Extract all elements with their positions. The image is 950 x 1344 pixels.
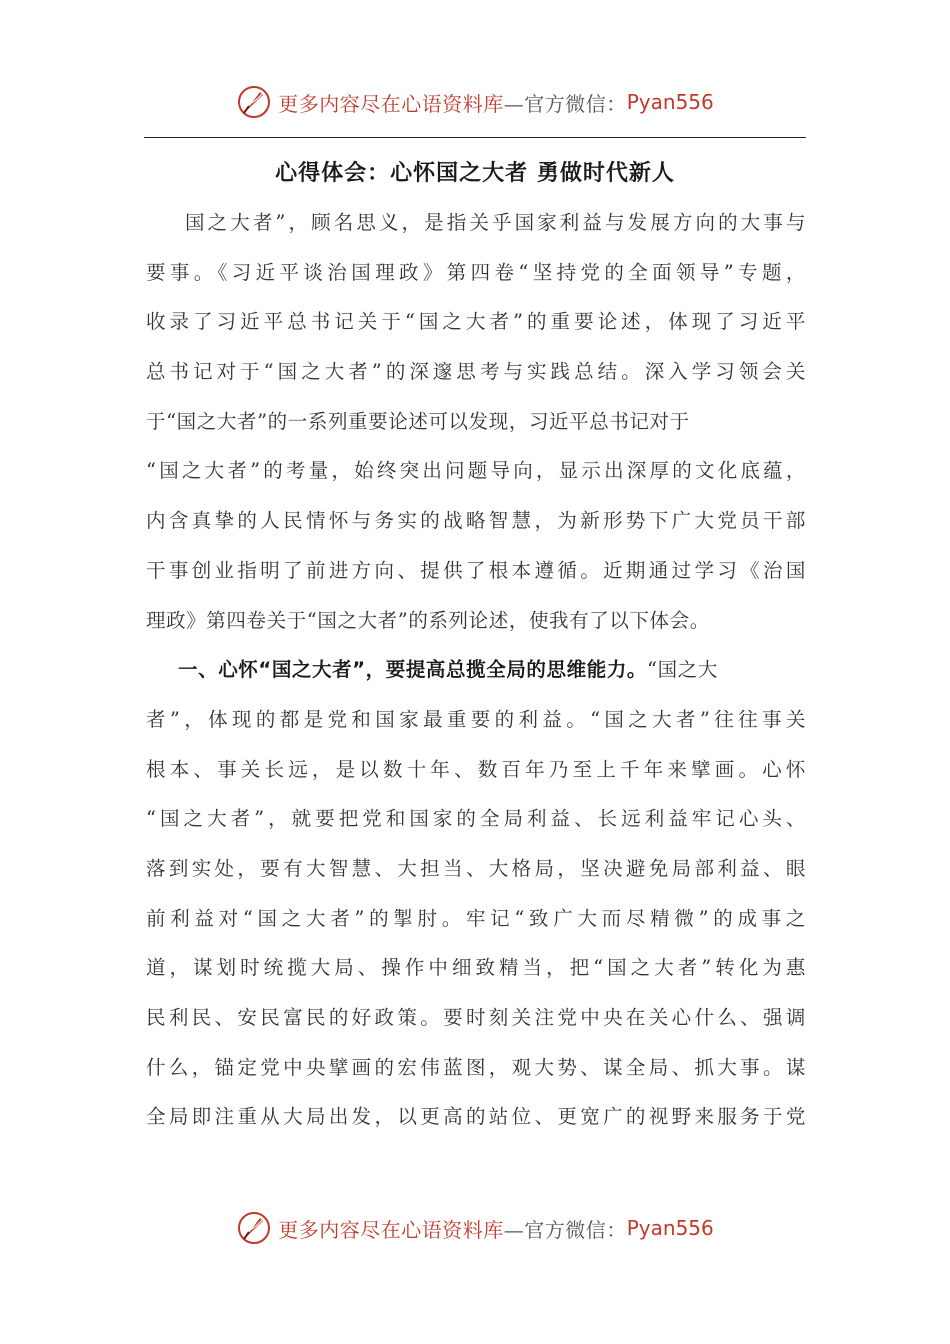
banner-text-wechat: —官方微信： — [503, 91, 627, 116]
body-line: 道，谋划时统揽大局、操作中细致精当，把“国之大者”转化为惠 — [146, 956, 806, 980]
banner-wechat-id: Pyan556 — [626, 90, 714, 114]
banner-wechat-id: Pyan556 — [626, 1216, 714, 1240]
body-line: 前利益对“国之大者”的掣肘。牢记“致广大而尽精微”的成事之 — [146, 906, 806, 930]
body-line: 理政》第四卷关于“国之大者”的系列论述，使我有了以下体会。 — [146, 608, 710, 632]
body-line: 什么，锚定党中央擘画的宏伟蓝图，观大势、谋全局、抓大事。谋 — [146, 1055, 806, 1079]
header-divider — [144, 137, 806, 138]
quill-pen-logo-icon — [236, 84, 272, 120]
section-heading-line — [146, 645, 806, 695]
body-line: 干事创业指明了前进方向、提供了根本遵循。近期通过学习《治国 — [146, 558, 806, 582]
body-line: 国之大者”，顾名思义，是指关乎国家利益与发展方向的大事与 — [185, 211, 806, 234]
quill-pen-logo-icon — [236, 1210, 272, 1246]
body-line: 于“国之大者”的一系列重要论述可以发现，习近平总书记对于 — [146, 409, 690, 433]
body-line: “国之大者”，就要把党和国家的全局利益、长远利益牢记心头、 — [146, 807, 806, 831]
body-line: 落到实处，要有大智慧、大担当、大格局，坚决避免局部利益、眼 — [146, 856, 806, 880]
banner-text-main: 更多内容尽在心语资料库 — [278, 1217, 504, 1242]
body-line: 内含真挚的人民情怀与务实的战略智慧，为新形势下广大党员干部 — [146, 509, 806, 533]
body-line: 根本、事关长远，是以数十年、数百年乃至上千年来擘画。心怀 — [146, 757, 806, 781]
section-heading-tail: “国之大 — [647, 658, 718, 682]
header-banner — [0, 82, 950, 122]
banner-text-main: 更多内容尽在心语资料库 — [278, 91, 504, 116]
document-body — [146, 198, 806, 1142]
body-line: 收录了习近平总书记关于“国之大者”的重要论述，体现了习近平 — [146, 310, 806, 334]
body-line: 民利民、安民富民的好政策。要时刻关注党中央在关心什么、强调 — [146, 1006, 806, 1029]
body-line: 者”，体现的都是党和国家最重要的利益。“国之大者”往往事关 — [146, 707, 806, 731]
body-line: 总书记对于“国之大者”的深邃思考与实践总结。深入学习领会关 — [146, 360, 806, 384]
body-line: 要事。《习近平谈治国理政》第四卷“坚持党的全面领导”专题， — [146, 260, 806, 284]
body-line: “国之大者”的考量，始终突出问题导向，显示出深厚的文化底蕴， — [146, 459, 806, 483]
banner-text-wechat: —官方微信： — [503, 1217, 627, 1242]
section-heading: 一、心怀“国之大者”，要提高总揽全局的思维能力。 — [178, 658, 648, 682]
body-line: 全局即注重从大局出发，以更高的站位、更宽广的视野来服务于党 — [146, 1105, 806, 1129]
document-title: 心得体会：心怀国之大者 勇做时代新人 — [275, 161, 675, 186]
footer-banner — [0, 1208, 950, 1248]
